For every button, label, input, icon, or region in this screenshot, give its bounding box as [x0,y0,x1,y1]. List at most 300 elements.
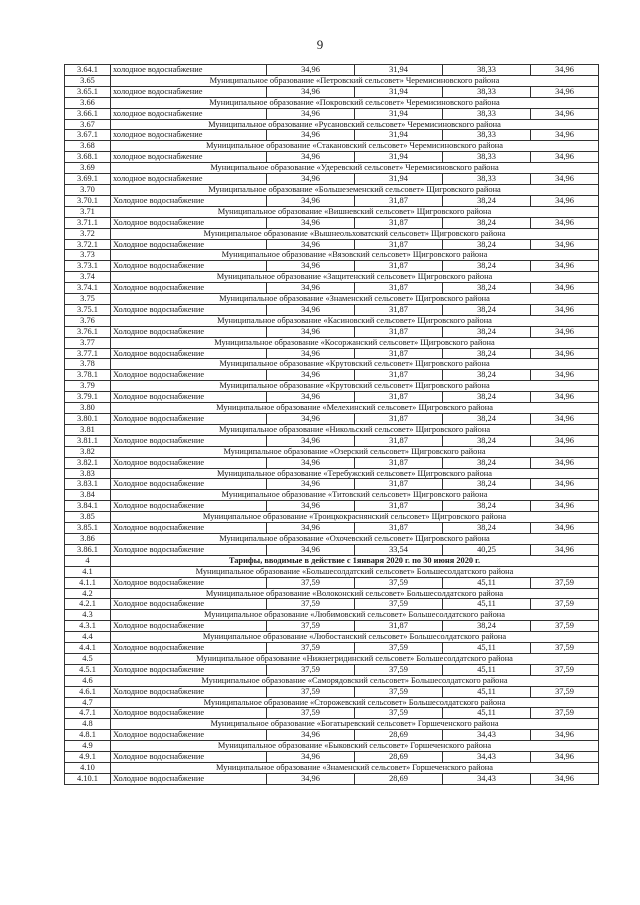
municipality-name: Муниципальное образование «Сторожевский сельсовет» Большесолдатского района [111,697,599,708]
tariff-value: 34,96 [267,304,355,315]
row-code: 3.67 [65,119,111,130]
row-code: 3.83.1 [65,479,111,490]
municipality-name: Муниципальное образование «Титовский сельсовет» Щигровского района [111,490,599,501]
table-row [65,457,599,468]
tariff-value: 38,24 [443,304,531,315]
municipality-name: Муниципальное образование «Стакановский сельсовет» Черемисиновского района [111,141,599,152]
table-row [65,621,599,632]
tariff-value: 38,24 [443,261,531,272]
tariff-value: 34,96 [267,435,355,446]
municipality-name: Муниципальное образование «Озерский сельсовет» Щигровского района [111,446,599,457]
service-name: Холодное водоснабжение [111,261,267,272]
municipality-row [65,588,599,599]
tariff-value: 31,87 [355,479,443,490]
tariff-value: 28,69 [355,752,443,763]
service-name: холодное водоснабжение [111,152,267,163]
municipality-row [65,719,599,730]
tariff-value: 31,87 [355,435,443,446]
tariff-value: 34,96 [267,108,355,119]
row-code: 3.75 [65,294,111,305]
municipality-name: Муниципальное образование «Знаменский сельсовет» Горшеченского района [111,763,599,774]
tariff-value: 37,59 [267,643,355,654]
row-code: 3.75.1 [65,304,111,315]
tariff-value: 34,96 [531,304,599,315]
row-code: 3.71.1 [65,217,111,228]
municipality-row [65,141,599,152]
table-row [65,686,599,697]
row-code: 3.65.1 [65,86,111,97]
tariff-value: 33,54 [355,544,443,555]
tariff-value: 34,96 [531,108,599,119]
tariff-value: 31,87 [355,501,443,512]
tariff-value: 34,96 [267,65,355,76]
municipality-name: Муниципальное образование «Саморядовский сельсовет» Большесолдатского района [111,675,599,686]
table-row [65,86,599,97]
municipality-name: Муниципальное образование «Покровский сельсовет» Черемисиновского района [111,97,599,108]
tariff-value: 38,24 [443,195,531,206]
tariff-value: 45,11 [443,664,531,675]
tariff-value: 37,59 [267,686,355,697]
service-name: Холодное водоснабжение [111,643,267,654]
row-code: 4.4 [65,632,111,643]
tariff-value: 34,96 [267,130,355,141]
row-code: 3.76.1 [65,326,111,337]
tariff-value: 37,59 [267,621,355,632]
tariff-value: 31,87 [355,283,443,294]
tariff-value: 34,96 [267,195,355,206]
service-name: Холодное водоснабжение [111,577,267,588]
row-code: 3.71 [65,206,111,217]
row-code: 3.84.1 [65,501,111,512]
row-code: 4.1 [65,566,111,577]
table-row [65,370,599,381]
tariff-value: 34,96 [531,544,599,555]
tariff-value: 45,11 [443,686,531,697]
tariff-value: 38,24 [443,501,531,512]
row-code: 4.7.1 [65,708,111,719]
row-code: 3.69 [65,163,111,174]
service-name: Холодное водоснабжение [111,773,267,784]
tariff-value: 31,94 [355,65,443,76]
tariff-value: 34,96 [531,86,599,97]
tariff-value: 34,96 [267,370,355,381]
row-code: 3.81 [65,424,111,435]
service-name: холодное водоснабжение [111,174,267,185]
tariff-value: 34,96 [531,479,599,490]
municipality-name: Муниципальное образование «Волоконский сельсовет» Большесолдатского района [111,588,599,599]
municipality-name: Муниципальное образование «Вышнеольховатский сельсовет» Щигровского района [111,228,599,239]
tariff-value: 38,24 [443,392,531,403]
tariff-value: 34,96 [267,239,355,250]
municipality-row [65,119,599,130]
municipality-name: Муниципальное образование «Большеземенский сельсовет» Щигровского района [111,184,599,195]
table-row [65,643,599,654]
row-code: 3.80.1 [65,414,111,425]
tariff-value: 37,59 [267,664,355,675]
tariff-value: 38,33 [443,108,531,119]
municipality-row [65,381,599,392]
tariff-value: 31,94 [355,86,443,97]
table-row [65,414,599,425]
service-name: Холодное водоснабжение [111,708,267,719]
service-name: Холодное водоснабжение [111,435,267,446]
tariff-value: 45,11 [443,643,531,654]
tariff-value: 34,96 [531,435,599,446]
municipality-name: Муниципальное образование «Удеревский сельсовет» Черемисиновского района [111,163,599,174]
tariff-value: 37,59 [355,708,443,719]
row-code: 4.8.1 [65,730,111,741]
tariff-value: 31,87 [355,523,443,534]
tariff-value: 34,96 [531,217,599,228]
tariff-value: 31,87 [355,261,443,272]
tariff-value: 34,96 [531,457,599,468]
service-name: Холодное водоснабжение [111,304,267,315]
tariff-value: 31,87 [355,348,443,359]
tariff-value: 31,87 [355,195,443,206]
tariff-value: 37,59 [531,643,599,654]
table-row [65,174,599,185]
row-code: 3.66 [65,97,111,108]
row-code: 3.74 [65,272,111,283]
service-name: Холодное водоснабжение [111,283,267,294]
table-row [65,544,599,555]
row-code: 4.1.1 [65,577,111,588]
tariff-value: 34,96 [531,752,599,763]
municipality-row [65,741,599,752]
municipality-row [65,566,599,577]
tariff-value: 38,24 [443,457,531,468]
row-code: 3.73.1 [65,261,111,272]
row-code: 4.6.1 [65,686,111,697]
tariff-value: 38,33 [443,174,531,185]
table-row [65,108,599,119]
row-code: 3.64.1 [65,65,111,76]
tariff-value: 38,33 [443,86,531,97]
row-code: 3.73 [65,250,111,261]
service-name: Холодное водоснабжение [111,501,267,512]
table-row [65,599,599,610]
table-row [65,65,599,76]
row-code: 3.68 [65,141,111,152]
tariff-value: 34,96 [531,195,599,206]
tariff-value: 34,96 [531,501,599,512]
tariff-value: 45,11 [443,708,531,719]
municipality-name: Муниципальное образование «Косоржанский сельсовет» Щигровского района [111,337,599,348]
table-row [65,348,599,359]
table-row [65,577,599,588]
row-code: 4.7 [65,697,111,708]
service-name: Холодное водоснабжение [111,664,267,675]
tariff-value: 31,94 [355,130,443,141]
municipality-row [65,315,599,326]
tariff-value: 38,24 [443,479,531,490]
tariff-value: 34,96 [531,65,599,76]
row-code: 4.3.1 [65,621,111,632]
tariff-value: 34,43 [443,752,531,763]
row-code: 4.10.1 [65,773,111,784]
tariff-value: 31,87 [355,457,443,468]
row-code: 3.78.1 [65,370,111,381]
municipality-row [65,653,599,664]
row-code: 4.5.1 [65,664,111,675]
service-name: Холодное водоснабжение [111,217,267,228]
municipality-row [65,403,599,414]
tariff-value: 34,96 [531,261,599,272]
service-name: Холодное водоснабжение [111,686,267,697]
municipality-name: Муниципальное образование «Нижнегридинский сельсовет» Большесолдатского района [111,653,599,664]
section-row [65,555,599,566]
municipality-name: Муниципальное образование «Теребужский сельсовет» Щигровского района [111,468,599,479]
tariff-value: 38,33 [443,152,531,163]
tariff-value: 37,59 [531,577,599,588]
tariff-value: 38,24 [443,217,531,228]
municipality-row [65,675,599,686]
tariff-value: 31,94 [355,108,443,119]
row-code: 3.86 [65,533,111,544]
tariff-value: 38,33 [443,130,531,141]
tariff-value: 34,96 [531,773,599,784]
tariff-value: 31,87 [355,370,443,381]
row-code: 3.84 [65,490,111,501]
municipality-name: Муниципальное образование «Любимовский сельсовет» Большесолдатского района [111,610,599,621]
tariff-value: 34,96 [531,239,599,250]
tariff-value: 34,96 [267,261,355,272]
municipality-row [65,337,599,348]
table-row [65,435,599,446]
municipality-row [65,163,599,174]
tariff-value: 34,43 [443,730,531,741]
table-row [65,195,599,206]
municipality-row [65,75,599,86]
row-code: 3.80 [65,403,111,414]
row-code: 3.86.1 [65,544,111,555]
tariff-value: 37,59 [355,599,443,610]
municipality-name: Муниципальное образование «Богатыревский сельсовет» Горшеченского района [111,719,599,730]
tariff-value: 38,24 [443,370,531,381]
table-row [65,217,599,228]
tariff-value: 31,87 [355,326,443,337]
municipality-row [65,632,599,643]
municipality-name: Муниципальное образование «Вязовский сельсовет» Щигровского района [111,250,599,261]
row-code: 3.77.1 [65,348,111,359]
service-name: Холодное водоснабжение [111,457,267,468]
tariff-value: 34,96 [267,414,355,425]
table-row [65,708,599,719]
tariff-value: 37,59 [531,621,599,632]
tariff-value: 37,59 [531,664,599,675]
municipality-row [65,250,599,261]
municipality-name: Муниципальное образование «Мелехинский сельсовет» Щигровского района [111,403,599,414]
tariff-value: 34,96 [267,752,355,763]
municipality-name: Муниципальное образование «Русановский сельсовет» Черемисиновского района [111,119,599,130]
tariff-value: 28,69 [355,730,443,741]
tariff-value: 45,11 [443,599,531,610]
tariff-value: 45,11 [443,577,531,588]
service-name: Холодное водоснабжение [111,621,267,632]
tariff-value: 34,96 [531,730,599,741]
municipality-name: Муниципальное образование «Любостанский сельсовет» Большесолдатского района [111,632,599,643]
service-name: холодное водоснабжение [111,108,267,119]
row-code: 4.3 [65,610,111,621]
row-code: 3.68.1 [65,152,111,163]
table-row [65,239,599,250]
municipality-row [65,763,599,774]
tariff-value: 34,96 [531,370,599,381]
tariff-value: 31,87 [355,304,443,315]
service-name: холодное водоснабжение [111,130,267,141]
tariff-value: 34,96 [267,392,355,403]
municipality-row [65,424,599,435]
municipality-row [65,294,599,305]
municipality-row [65,206,599,217]
municipality-name: Муниципальное образование «Никольский сельсовет» Щигровского района [111,424,599,435]
row-code: 3.67.1 [65,130,111,141]
tariff-value: 34,96 [531,283,599,294]
service-name: Холодное водоснабжение [111,239,267,250]
row-code: 3.83 [65,468,111,479]
row-code: 3.85 [65,512,111,523]
tariff-value: 31,87 [355,392,443,403]
row-code: 3.72.1 [65,239,111,250]
tariff-value: 34,96 [267,174,355,185]
row-code: 3.79.1 [65,392,111,403]
tariff-value: 34,96 [267,348,355,359]
service-name: Холодное водоснабжение [111,523,267,534]
municipality-name: Муниципальное образование «Вишневский сельсовет» Щигровского района [111,206,599,217]
section-title: Тарифы, вводимые в действие с 1января 2020 г. по 30 июня 2020 г. [111,555,599,566]
tariff-value: 34,96 [267,326,355,337]
table-row [65,326,599,337]
tariff-table [64,64,599,785]
tariff-value: 37,59 [531,599,599,610]
service-name: холодное водоснабжение [111,65,267,76]
row-code: 3.78 [65,359,111,370]
service-name: холодное водоснабжение [111,86,267,97]
municipality-row [65,533,599,544]
municipality-name: Муниципальное образование «Быковский сельсовет» Горшеченского района [111,741,599,752]
row-code: 4.5 [65,653,111,664]
tariff-value: 34,96 [267,501,355,512]
row-code: 4.9.1 [65,752,111,763]
row-code: 4.4.1 [65,643,111,654]
tariff-value: 37,59 [355,643,443,654]
row-code: 3.70 [65,184,111,195]
municipality-row [65,446,599,457]
tariff-value: 34,96 [531,152,599,163]
tariff-value: 37,59 [355,577,443,588]
service-name: Холодное водоснабжение [111,479,267,490]
tariff-value: 34,96 [267,523,355,534]
table-row [65,392,599,403]
table-row [65,752,599,763]
tariff-value: 38,24 [443,239,531,250]
tariff-value: 34,96 [531,392,599,403]
row-code: 3.69.1 [65,174,111,185]
municipality-name: Муниципальное образование «Защитенский сельсовет» Щигровского района [111,272,599,283]
row-code: 4.2 [65,588,111,599]
tariff-value: 37,59 [531,708,599,719]
tariff-value: 37,59 [355,686,443,697]
row-code: 3.77 [65,337,111,348]
tariff-value: 31,87 [355,217,443,228]
tariff-value: 34,96 [267,730,355,741]
tariff-value: 37,59 [355,664,443,675]
tariff-value: 28,69 [355,773,443,784]
service-name: Холодное водоснабжение [111,195,267,206]
tariff-value: 37,59 [267,599,355,610]
municipality-row [65,697,599,708]
tariff-value: 34,96 [267,152,355,163]
municipality-name: Муниципальное образование «Крутовский сельсовет» Щигровского района [111,381,599,392]
service-name: Холодное водоснабжение [111,752,267,763]
tariff-value: 34,96 [267,86,355,97]
row-code: 4.8 [65,719,111,730]
tariff-value: 38,24 [443,348,531,359]
tariff-value: 34,96 [267,283,355,294]
row-code: 3.74.1 [65,283,111,294]
table-row [65,152,599,163]
municipality-name: Муниципальное образование «Большесолдатский сельсовет» Большесолдатского района [111,566,599,577]
tariff-value: 38,24 [443,326,531,337]
municipality-row [65,610,599,621]
tariff-value: 34,96 [267,457,355,468]
tariff-value: 34,96 [267,544,355,555]
service-name: Холодное водоснабжение [111,392,267,403]
tariff-value: 34,96 [531,414,599,425]
row-code: 3.70.1 [65,195,111,206]
row-code: 3.82 [65,446,111,457]
tariff-value: 34,96 [531,174,599,185]
tariff-value: 31,87 [355,414,443,425]
municipality-row [65,272,599,283]
tariff-value: 38,33 [443,65,531,76]
tariff-value: 34,96 [531,523,599,534]
tariff-value: 31,87 [355,239,443,250]
municipality-row [65,228,599,239]
page-number: 9 [316,37,324,52]
table-row [65,773,599,784]
municipality-row [65,184,599,195]
tariff-table-body [65,65,599,785]
tariff-value: 38,24 [443,621,531,632]
table-row [65,130,599,141]
municipality-row [65,468,599,479]
table-row [65,501,599,512]
row-code: 3.72 [65,228,111,239]
row-code: 3.79 [65,381,111,392]
tariff-value: 34,96 [531,130,599,141]
tariff-value: 38,24 [443,523,531,534]
tariff-value: 34,96 [267,217,355,228]
tariff-value: 40,25 [443,544,531,555]
municipality-name: Муниципальное образование «Петровский сельсовет» Черемисиновского района [111,75,599,86]
table-row [65,664,599,675]
table-row [65,261,599,272]
tariff-value: 37,59 [267,708,355,719]
service-name: Холодное водоснабжение [111,599,267,610]
row-code: 4.10 [65,763,111,774]
tariff-value: 38,24 [443,435,531,446]
row-code: 4.6 [65,675,111,686]
municipality-name: Муниципальное образование «Знаменский сельсовет» Щигровского района [111,294,599,305]
tariff-value: 38,24 [443,283,531,294]
table-row [65,304,599,315]
municipality-row [65,97,599,108]
municipality-row [65,512,599,523]
service-name: Холодное водоснабжение [111,348,267,359]
table-row [65,283,599,294]
service-name: Холодное водоснабжение [111,326,267,337]
